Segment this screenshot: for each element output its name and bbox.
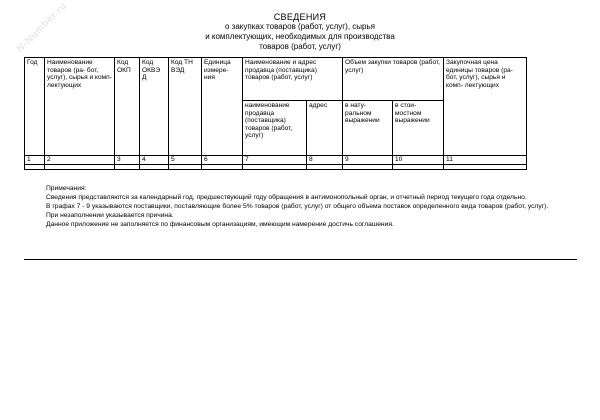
column-number: 2: [45, 156, 115, 165]
notes-heading: Примечания:: [46, 185, 87, 192]
empty-cell: [169, 165, 202, 170]
column-number: 7: [243, 156, 307, 165]
watermark-text: N-Number.ru: [14, 0, 70, 55]
header-year: Год: [25, 58, 45, 156]
title-line-2: и комплектующих, необходимых для производства: [205, 32, 395, 41]
horizontal-divider: [24, 259, 577, 260]
note-item: Данное приложение не заполняется по финансовым организациям, имеющим намерение достичь соглашения.: [46, 221, 394, 228]
document-title: [150, 12, 450, 52]
column-number: 8: [307, 156, 343, 165]
empty-cell: [115, 165, 140, 170]
column-number: 10: [393, 156, 444, 165]
subheader-seller-name: наименование продавца (поставщика) товаров (работ, услуг): [243, 101, 307, 156]
subheader-address: адрес: [307, 101, 343, 156]
column-number: 3: [115, 156, 140, 165]
header-okved-code: Код ОКВЭ Д: [140, 58, 169, 156]
empty-data-row: [25, 165, 527, 170]
notes-section: [24, 184, 576, 229]
title-line-1: о закупках товаров (работ, услуг), сырья: [224, 22, 375, 31]
subheader-natural: в нату- ральном выражении: [343, 101, 393, 156]
title-heading: СВЕДЕНИЯ: [273, 12, 327, 22]
column-number: 1: [25, 156, 45, 165]
empty-cell: [343, 165, 393, 170]
empty-cell: [307, 165, 343, 170]
note-item: В графах 7 - 9 указываются поставщики, поставляющие более 5% товаров (работ, услуг) от общего объема поставок определенного вида товаров (работ, услуг).: [46, 203, 549, 210]
empty-cell: [202, 165, 243, 170]
column-number: 9: [343, 156, 393, 165]
header-tnved-code: Код ТН ВЭД: [169, 58, 202, 156]
header-purchase-volume: Объем закупки товаров (работ, услуг): [343, 58, 444, 101]
empty-cell: [243, 165, 307, 170]
header-row: [25, 58, 527, 101]
header-okp-code: Код ОКП: [115, 58, 140, 156]
header-goods-name: Наименование товаров (ра- бот, услуг), сырья и комп- лектующих: [45, 58, 115, 156]
subheader-value: в стои- мостном выражении: [393, 101, 444, 156]
header-unit-price: Закупочная цена единицы товаров (ра- бот, услуг), сырья и комп- лектующих: [444, 58, 527, 156]
purchases-table: [24, 57, 527, 170]
empty-cell: [25, 165, 45, 170]
header-seller: Наименование и адрес продавца (поставщика) товаров (работ, услуг): [243, 58, 343, 101]
column-number-row: [25, 156, 527, 165]
header-unit: Единица измере- ния: [202, 58, 243, 156]
empty-cell: [140, 165, 169, 170]
title-line-3: товаров (работ, услуг): [259, 42, 341, 51]
empty-cell: [393, 165, 444, 170]
column-number: 5: [169, 156, 202, 165]
note-item: При незаполнении указывается причина.: [46, 212, 174, 219]
column-number: 4: [140, 156, 169, 165]
note-item: Сведения представляются за календарный год, предшествующий году обращения в антимонопольный орган, и отчетный период текущего года отдельно.: [46, 194, 527, 201]
empty-cell: [45, 165, 115, 170]
column-number: 11: [444, 156, 527, 165]
empty-cell: [444, 165, 527, 170]
column-number: 6: [202, 156, 243, 165]
